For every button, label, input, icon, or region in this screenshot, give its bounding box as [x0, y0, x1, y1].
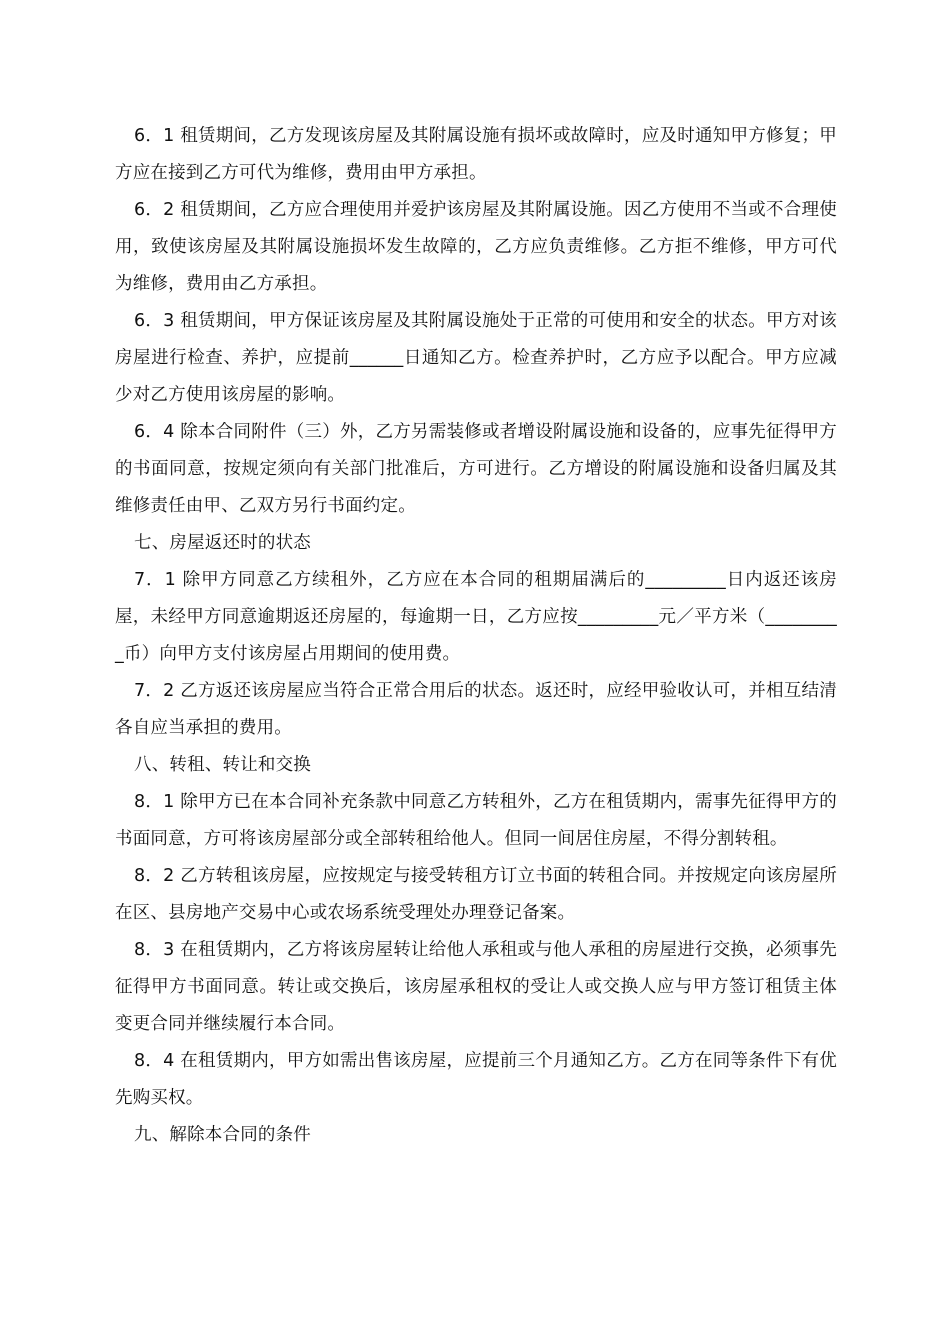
- clause-8-1: 8．1 除甲方已在本合同补充条款中同意乙方转租外，乙方在租赁期内，需事先征得甲方的书面同意，方可将该房屋部分或全部转租给他人。但同一间居住房屋，不得分割转租。: [115, 792, 837, 849]
- clause-6-1: 6．1 租赁期间，乙方发现该房屋及其附属设施有损坏或故障时，应及时通知甲方修复；甲方应在接到乙方可代为维修，费用由甲方承担。: [115, 126, 837, 183]
- section-heading-7: 七、房屋返还时的状态: [134, 533, 311, 553]
- document-body: [115, 118, 837, 1154]
- clause-6-3: 6．3 租赁期间，甲方保证该房屋及其附属设施处于正常的可使用和安全的状态。甲方对该房屋进行检查、养护，应提前______日通知乙方。检查养护时，乙方应予以配合。甲方应减少对乙方使用该房屋的影响。: [115, 311, 837, 405]
- clause-8-2: 8．2 乙方转租该房屋，应按规定与接受转租方订立书面的转租合同。并按规定向该房屋所在区、县房地产交易中心或农场系统受理处办理登记备案。: [115, 866, 837, 923]
- clause-7-2: 7．2 乙方返还该房屋应当符合正常合用后的状态。返还时，应经甲验收认可，并相互结清各自应当承担的费用。: [115, 681, 837, 738]
- clause-8-4: 8．4 在租赁期内，甲方如需出售该房屋，应提前三个月通知乙方。乙方在同等条件下有优先购买权。: [115, 1051, 837, 1108]
- clause-8-3: 8．3 在租赁期内，乙方将该房屋转让给他人承租或与他人承租的房屋进行交换，必须事先征得甲方书面同意。转让或交换后，该房屋承租权的受让人或交换人应与甲方签订租赁主体变更合同并继续履行本合同。: [115, 940, 837, 1034]
- clause-7-1: 7．1 除甲方同意乙方续租外，乙方应在本合同的租期届满后的_________日内返还该房屋，未经甲方同意逾期返还房屋的，每逾期一日，乙方应按_________元／平方米（_________币）向甲方支付该房屋占用期间的使用费。: [115, 570, 837, 664]
- clause-6-4: 6．4 除本合同附件（三）外，乙方另需装修或者增设附属设施和设备的，应事先征得甲方的书面同意，按规定须向有关部门批准后，方可进行。乙方增设的附属设施和设备归属及其维修责任由甲、乙双方另行书面约定。: [115, 422, 837, 516]
- section-heading-9: 九、解除本合同的条件: [134, 1125, 311, 1145]
- clause-6-2: 6．2 租赁期间，乙方应合理使用并爱护该房屋及其附属设施。因乙方使用不当或不合理使用，致使该房屋及其附属设施损坏发生故障的，乙方应负责维修。乙方拒不维修，甲方可代为维修，费用由乙方承担。: [115, 200, 837, 294]
- section-heading-8: 八、转租、转让和交换: [134, 755, 311, 775]
